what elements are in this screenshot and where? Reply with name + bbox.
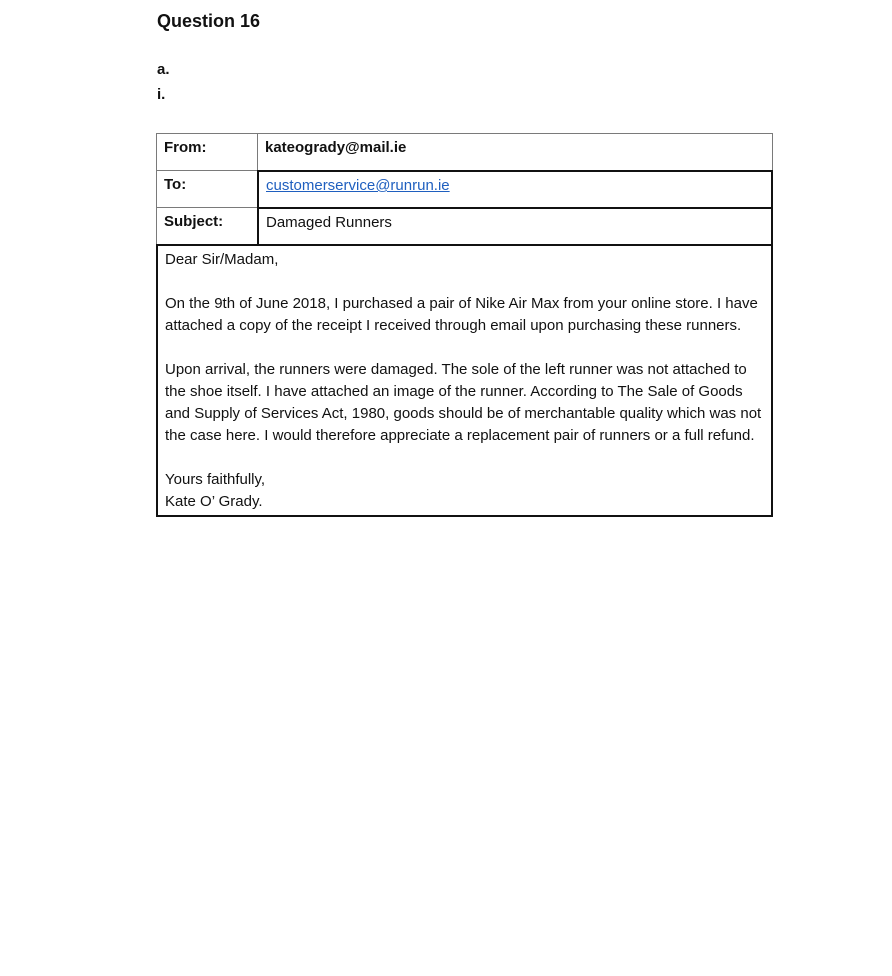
- to-email-link[interactable]: customerservice@runrun.ie: [266, 177, 450, 194]
- body-paragraph-2: Upon arrival, the runners were damaged. The sole of the left runner was not attached to the shoe itself. I have attached an image of the runner. According to The Sale of Goods and Supply of Services Act, 1980, goods should be of merchantable quality which was not the case here. I would therefore appreciate a replacement pair of runners or a full refund.: [165, 361, 762, 444]
- subject-label: Subject:: [156, 207, 257, 244]
- email-form: [156, 133, 773, 517]
- closing: Yours faithfully,: [165, 471, 266, 488]
- subject-row: [156, 207, 773, 244]
- question-title: Question 16: [157, 11, 261, 31]
- from-label: From:: [156, 133, 257, 170]
- to-field[interactable]: [257, 170, 773, 207]
- signature: Kate O’ Grady.: [165, 493, 263, 510]
- greeting: Dear Sir/Madam,: [165, 251, 279, 268]
- subject-field[interactable]: Damaged Runners: [257, 207, 773, 244]
- subpart-label-i: i.: [157, 86, 166, 103]
- email-body[interactable]: [156, 244, 773, 517]
- to-label: To:: [156, 170, 257, 207]
- body-paragraph-1: On the 9th of June 2018, I purchased a pair of Nike Air Max from your online store. I have attached a copy of the receipt I received through email upon purchasing these runners.: [165, 295, 758, 334]
- from-field[interactable]: kateogrady@mail.ie: [257, 133, 773, 170]
- to-row: [156, 170, 773, 207]
- part-label-a: a.: [157, 61, 170, 78]
- from-row: [156, 133, 773, 170]
